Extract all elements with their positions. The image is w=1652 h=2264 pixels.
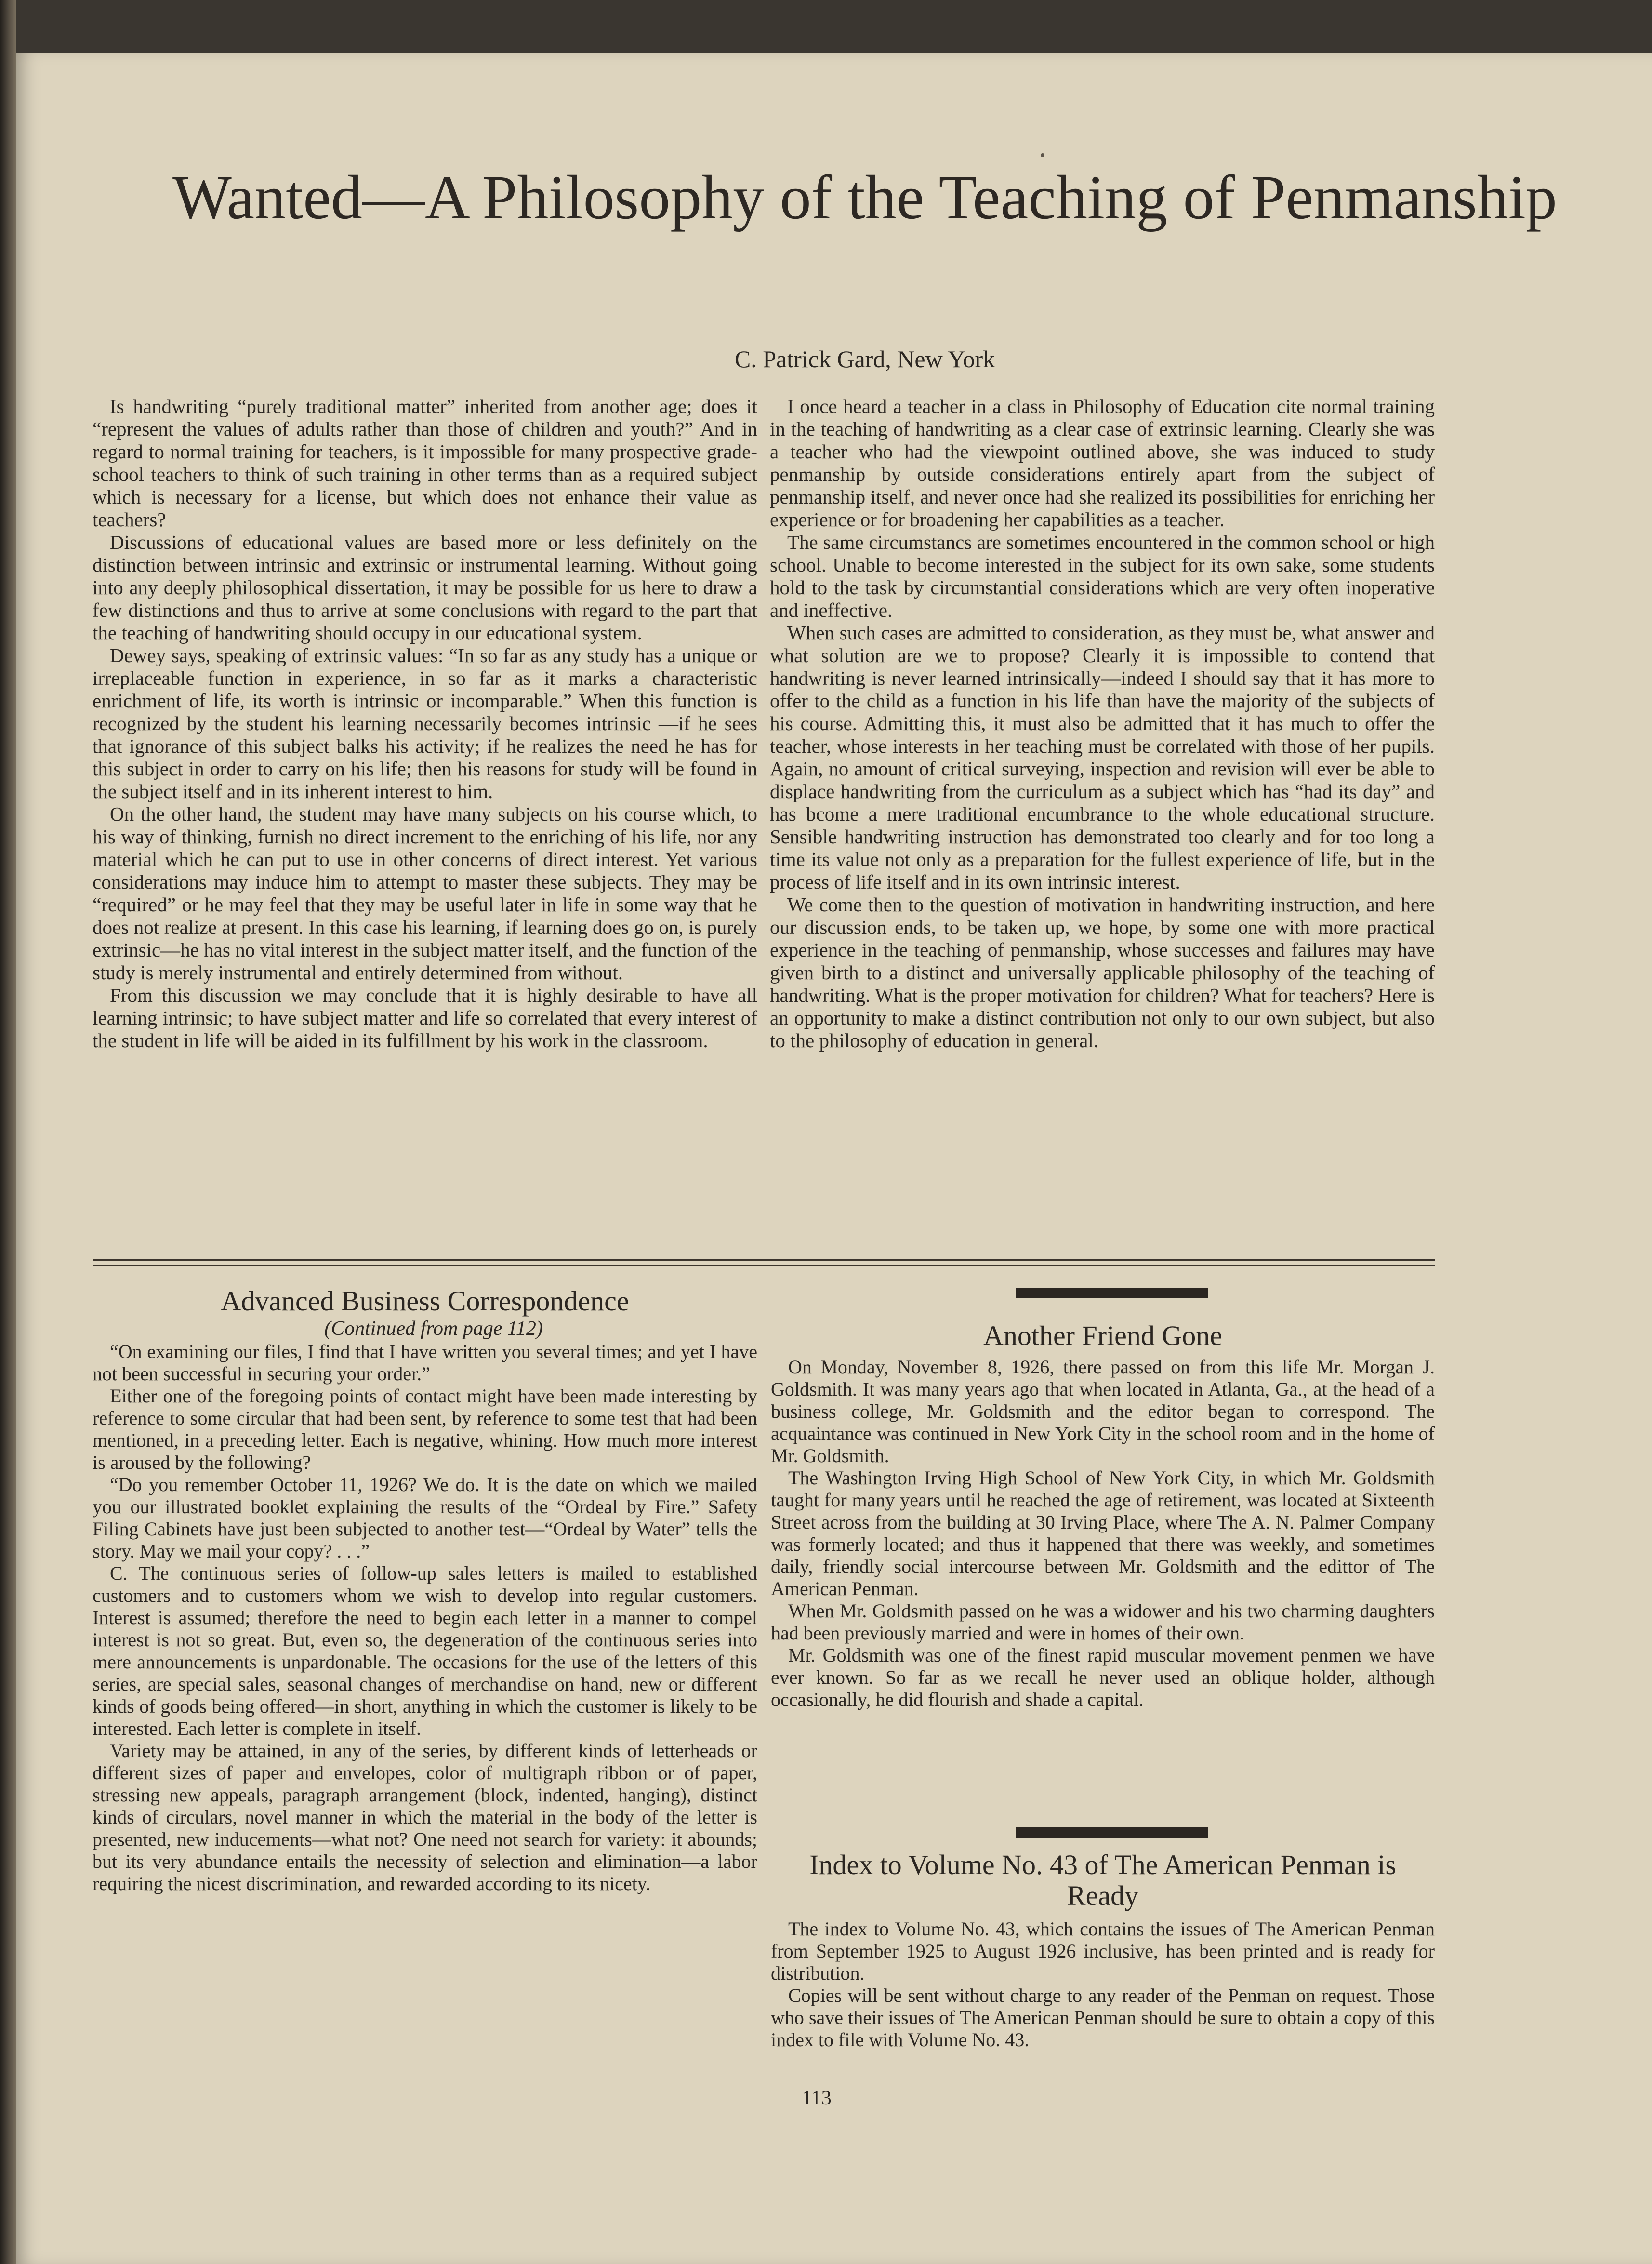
friend-paragraph: Mr. Goldsmith was one of the finest rapid muscular movement penmen we have ever known. So far as we recall he never used an oblique holder, although occasionally, he did flourish and shade a capital. — [771, 1644, 1435, 1710]
index-heading: Index to Volume No. 43 of The American Penman is Ready — [809, 1849, 1396, 1911]
ornament-bar — [1016, 1827, 1208, 1838]
friend-paragraph: On Monday, November 8, 1926, there passed on from this life Mr. Morgan J. Goldsmith. It was many years ago that when located in Atlanta, Ga., at the head of a business college, Mr. Goldsmith and the editor began to correspond. The acquaintance was continued in New York City in the school room and in the home of Mr. Goldsmith. — [771, 1356, 1435, 1466]
book-binding — [0, 0, 16, 2264]
article-byline: C. Patrick Gard, New York — [734, 346, 995, 373]
business-paragraph: C. The continuous series of follow-up sales letters is mailed to established customers and to customers whom we wish to develop into regular customers. Interest is assumed; therefore the need to begin each letter in a manner to compel interest is not so great. But, even so, the degeneration of the continuous series into mere announcements is unpardonable. The occasions for the use of the letters of this series, are special sales, seasonal changes of merchandise on hand, new or different kinds of goods being offered—in short, anything in which the customer is likely to be interested. Each letter is complete in itself. — [93, 1562, 757, 1739]
article-column-left — [93, 395, 757, 1052]
article-paragraph: Dewey says, speaking of extrinsic values: “In so far as any study has a unique or irreplaceable function in experience, in so far as it marks a characteristic enrichment of life, its worth is intrinsic or incomparable.” When this function is recognized by the student his learning necessarily becomes intrinsic —if he sees that ignorance of this subject balks his activity; if he realizes the need he has for this subject in order to carry on his life; then his reasons for study will be found in the subject itself and in its inherent interest to him. — [93, 644, 757, 802]
article-paragraph: From this discussion we may conclude that it is highly desirable to have all learning intrinsic; to have subject matter and life so correlated that every interest of the student in life will be aided in its fulfillment by his work in the classroom. — [93, 984, 757, 1052]
index-section — [771, 1850, 1435, 2051]
business-paragraph: Variety may be attained, in any of the series, by different kinds of letterheads or different sizes of paper and envelopes, color of multigraph ribbon or of paper, stressing new appeals, paragraph arrangement (block, indented, hanging), distinct kinds of circulars, novel manner in which the material in the body of the letter is presented, new inducements—what not? One need not search for variety: it abounds; but its very abundance entails the necessity of selection and elimination—a labor requiring the nicest discrimination, and rewarded according to its nicety. — [93, 1740, 757, 1894]
article-paragraph: Is handwriting “purely traditional matter” inherited from another age; does it “represent the values of adults rather than those of children and youth?” And in regard to normal training for teachers, is it impossible for many prospective grade-school teachers to think of such training in other terms than as a required subject which is necessary for a license, but which does not enhance their value as teachers? — [93, 395, 757, 531]
business-paragraph: Either one of the foregoing points of contact might have been made interesting by reference to some circular that had been sent, by reference to some test that had been mentioned, in a preceding letter. Each is negative, whining. How much more interest is aroused by the following? — [93, 1385, 757, 1473]
article-paragraph: On the other hand, the student may have many subjects on his course which, to his way of thinking, furnish no direct increment to the enriching of his life, nor any material which he can put to use in other concerns of direct interest. Yet various considerations may induce him to attempt to master these subjects. They may be “required” or he may feel that they may be useful later in life in some way that he does not realize at present. In this case his learning, if learning does go on, is purely extrinsic—he has no vital interest in the subject matter itself, and the function of the study is merely instrumental and entirely determined from without. — [93, 803, 757, 984]
friend-heading: Another Friend Gone — [983, 1320, 1223, 1351]
print-dot — [1041, 153, 1044, 157]
business-paragraph: “On examining our files, I find that I have written you several times; and yet I have not been successful in securing your order.” — [93, 1341, 757, 1385]
article-paragraph: When such cases are admitted to consideration, as they must be, what answer and what solution are we to propose? Clearly it is impossible to contend that handwriting is never learned intrinsically—indeed I should say that it has more to offer to the child as a function in his life than have the majority of the subjects of his course. Admitting this, it must also be admitted that it has much to offer the teacher, whose interests in her teaching must be correlated with those of her pupils. Again, no amount of critical surveying, inspection and revision will ever be able to displace handwriting from the curriculum as a subject which has “had its day” and has bcome a mere traditional encumbrance to the whole educational structure. Sensible handwriting instruction has demonstrated too clearly and for too long a time its value not only as a preparation for the fullest experience of life, but in the process of life itself and in its own intrinsic interest. — [770, 622, 1435, 893]
friend-section — [771, 1320, 1435, 1711]
business-continued-note: (Continued from page 112) — [324, 1318, 543, 1340]
business-paragraph: “Do you remember October 11, 1926? We do. It is the date on which we mailed you our illustrated booklet explaining the results of the “Ordeal by Fire.” Safety Filing Cabinets have just been subjected to another test—“Ordeal by Water” tells the story. May we mail your copy? . . .” — [93, 1474, 757, 1562]
article-paragraph: Discussions of educational values are based more or less definitely on the distinction between intrinsic and extrinsic or instrumental learning. Without going into any deeply philosophical dissertation, it may be possible for us here to draw a few distinctions and thus to arrive at some conclusions with regard to the part that the teaching of handwriting should occupy in our educational system. — [93, 531, 757, 644]
section-divider-bottom — [93, 1265, 1435, 1266]
article-paragraph: We come then to the question of motivation in handwriting instruction, and here our discussion ends, to be taken up, we hope, by some one with more practical experience in the teaching of penmanship, whose successes and failures may have given birth to a distinct and universally applicable philosophy of the teaching of handwriting. What is the proper motivation for children? What for teachers? Here is an opportunity to make a distinct contribution not only to our own subject, but also to the philosophy of education in general. — [770, 893, 1435, 1052]
section-divider-top — [93, 1259, 1435, 1261]
ornament-bar — [1016, 1288, 1208, 1298]
index-paragraph: The index to Volume No. 43, which contains the issues of The American Penman from September 1925 to August 1926 inclusive, has been printed and is ready for distribution. — [771, 1918, 1435, 1984]
page-number: 113 — [802, 2087, 832, 2109]
business-heading: Advanced Business Correspondence — [221, 1285, 629, 1317]
friend-paragraph: The Washington Irving High School of New York City, in which Mr. Goldsmith taught for many years until he reached the age of retirement, was located at Sixteenth Street across from the building at 30 Irving Place, where The A. N. Palmer Company was formerly located; and thus it happened that there was weekly, and sometimes daily, friendly social intercourse between Mr. Goldsmith and the edittor of The American Penman. — [771, 1467, 1435, 1599]
article-paragraph: I once heard a teacher in a class in Philosophy of Education cite normal training in the teaching of handwriting as a clear case of extrinsic learning. Clearly she was a teacher who had the viewpoint outlined above, she was induced to study penmanship by outside considerations entirely apart from the subject of penmanship itself, and never once had she realized its possibilities for enriching her experience or for broadening her capabilities as a teacher. — [770, 395, 1435, 531]
article-title: Wanted—A Philosophy of the Teaching of Penmanship — [172, 163, 1557, 232]
article-paragraph: The same circumstancs are sometimes encountered in the common school or high school. Unable to become interested in the subject for its own sake, some students hold to the task by circumstantial considerations which are very often inoperative and ineffective. — [770, 531, 1435, 621]
friend-paragraph: When Mr. Goldsmith passed on he was a widower and his two charming daughters had been previously married and were in homes of their own. — [771, 1600, 1435, 1644]
article-column-right — [770, 395, 1435, 1052]
index-paragraph: Copies will be sent without charge to any reader of the Penman on request. Those who save their issues of The American Penman should be sure to obtain a copy of this index to file with Volume No. 43. — [771, 1984, 1435, 2051]
business-section — [93, 1286, 757, 1895]
